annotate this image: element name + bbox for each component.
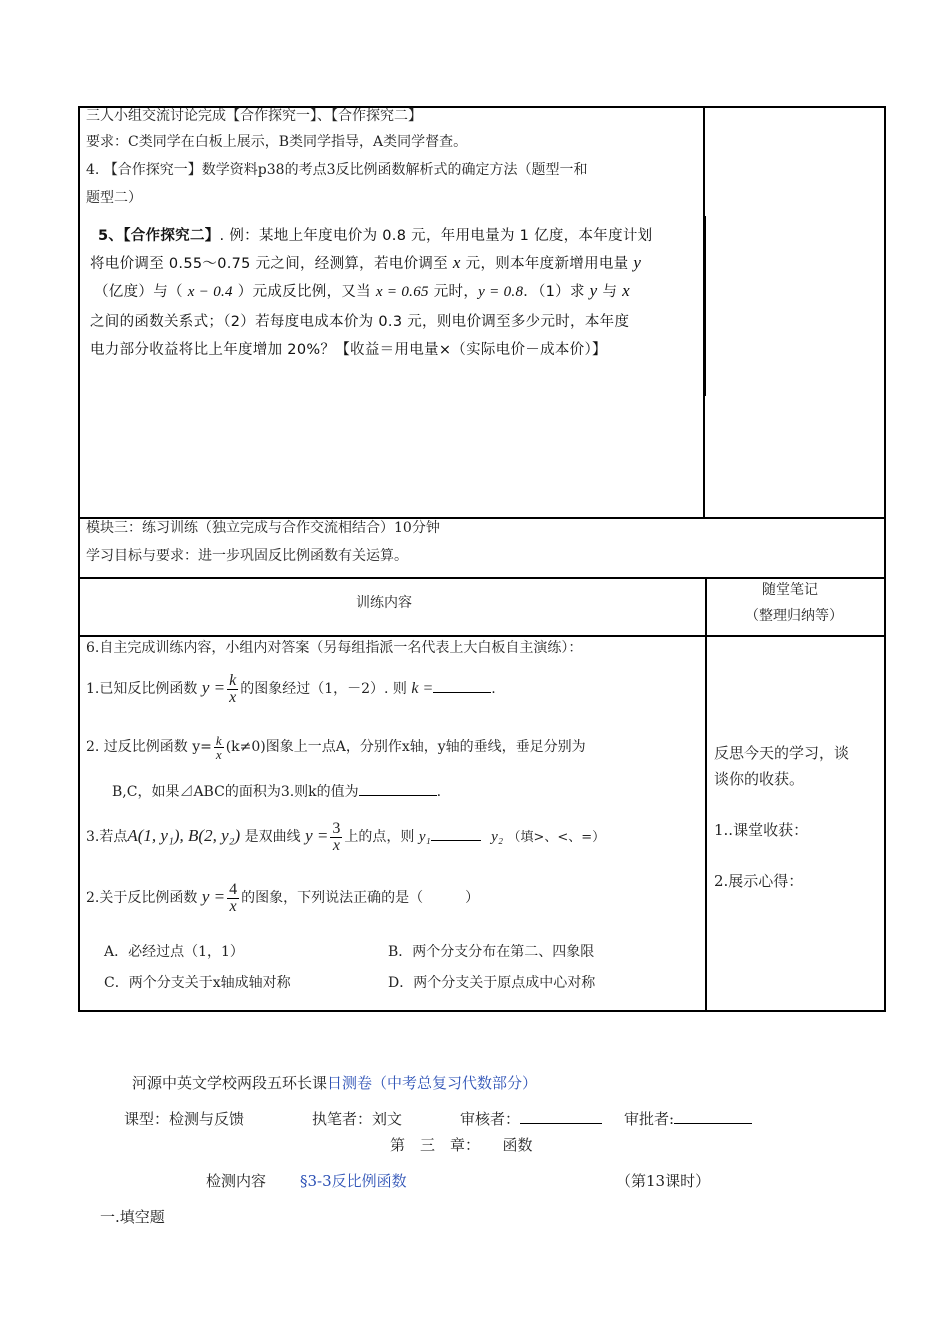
reflection-item-1: 1..课堂收获： — [714, 821, 809, 839]
approver-blank[interactable] — [674, 1123, 752, 1124]
q3-y2: y₂ — [491, 829, 504, 845]
problem-line-3e: 元时， — [428, 284, 479, 300]
author: 执笔者：刘文 — [312, 1110, 403, 1128]
group-discussion-line: 三人小组交流讨论完成【合作探究一】、【合作探究二】 — [86, 108, 422, 124]
question-3 — [86, 812, 605, 862]
q1-denominator: x — [229, 688, 237, 706]
q2-line2-text: B,C，如果⊿ABC的面积为3.则k的值为 — [112, 784, 359, 800]
problem-line-2c: 元，则本年度新增用电量 — [460, 256, 634, 272]
explore-one-line: 4. 【合作探究一】数学资料p38的考点3反比例函数解析式的确定方法（题型一和 — [86, 162, 588, 178]
q1-post: 的图象经过（1，－2）. 则 — [240, 681, 407, 697]
chapter-title: 第 三 章： 函数 — [390, 1136, 533, 1154]
option-c[interactable]: C．两个分支关于x轴成轴对称 — [104, 975, 291, 991]
scanned-problem — [90, 216, 706, 396]
notes-subheader: （整理归纳等） — [745, 608, 843, 624]
option-b[interactable]: B．两个分支分布在第二、四象限 — [388, 944, 595, 960]
q4-denominator: x — [229, 897, 237, 915]
approver — [624, 1110, 752, 1128]
q1-answer-blank[interactable] — [433, 692, 491, 693]
module-three-title: 模块三：练习训练（独立完成与合作交流相结合）10分钟 — [86, 520, 440, 536]
explore-two-label: 5、【合作探究二】 — [98, 228, 220, 244]
requirement-line: 要求：C类同学在白板上展示，B类同学指导，A类同学督查。 — [86, 134, 468, 150]
q3-mid: 是双曲线 — [244, 829, 301, 845]
q1-k: k = — [411, 680, 434, 697]
section-fill-blank: 一.填空题 — [100, 1208, 165, 1226]
q1-lhs: y = — [201, 678, 226, 697]
expr-x-minus: x − 0.4 — [187, 284, 233, 300]
problem-line-2a: 将电价调至 0.55～0.75 元之间，经测算，若电价调至 — [90, 256, 453, 272]
reviewer — [460, 1110, 602, 1128]
q4-post: 的图象，下列说法正确的是（ ） — [241, 890, 480, 906]
q4-numerator: 4 — [229, 880, 238, 898]
problem-line-3i: 与 — [597, 284, 623, 300]
explore-one-line-cont: 题型二） — [86, 190, 142, 206]
q1-end: . — [491, 681, 496, 697]
problem-line-3c: ）元成反比例，又当 — [232, 284, 376, 300]
q2-numerator: k — [215, 732, 222, 748]
q4-lhs: y = — [201, 887, 226, 906]
q4-fraction — [227, 882, 239, 915]
content-label: 检测内容 — [206, 1172, 267, 1190]
option-a[interactable]: A．必经过点（1，1） — [104, 944, 244, 960]
notes-header: 随堂笔记 — [762, 582, 818, 598]
school-title — [132, 1074, 537, 1092]
problem-line-3a: （亿度）与（ — [94, 284, 188, 300]
learning-goal: 学习目标与要求：进一步巩固反比例函数有关运算。 — [86, 548, 408, 564]
q3-denominator: x — [332, 836, 340, 854]
q2-fraction — [214, 734, 224, 761]
reviewer-label: 审核者： — [460, 1110, 521, 1128]
q3-post: 上的点，则 — [344, 829, 415, 845]
q2-end: . — [436, 784, 442, 800]
training-content-header: 训练内容 — [356, 595, 412, 611]
content-title: §3-3反比例函数 — [300, 1172, 407, 1190]
school-name: 河源中英文学校两段五环长课 — [132, 1074, 328, 1092]
q2-denominator: x — [215, 746, 222, 762]
q4-prefix: 2.关于反比例函数 — [86, 890, 198, 906]
q3-prefix: 3.若点 — [86, 829, 128, 845]
problem-line-1: . 例：某地上年度电价为 0.8 元，年用电量为 1 亿度，本年度计划 — [219, 228, 653, 244]
reflection-line-1: 反思今天的学习，谈 — [714, 744, 850, 762]
q1-prefix: 1.已知反比例函数 — [86, 681, 198, 697]
test-title: 日测卷（中考总复习代数部分） — [327, 1074, 538, 1092]
approver-label: 审批者: — [624, 1110, 675, 1128]
lesson-number: （第13课时） — [616, 1172, 711, 1190]
reflection-item-2: 2.展示心得： — [714, 872, 804, 890]
question-2-line-2 — [112, 784, 441, 801]
question-1 — [86, 666, 496, 711]
q1-numerator: k — [229, 671, 237, 689]
q2-post: (k≠0)图象上一点A，分别作x轴，y轴的垂线，垂足分别为 — [225, 739, 586, 755]
option-d[interactable]: D．两个分支关于原点成中心对称 — [388, 975, 596, 991]
q2-prefix: 2. 过反比例函数 y= — [86, 739, 212, 755]
question-2 — [86, 725, 586, 769]
reflection-line-2: 谈你的收获。 — [714, 770, 805, 788]
q3-hint: （填>、<、=） — [507, 830, 606, 845]
q3-numerator: 3 — [332, 819, 341, 837]
q2-answer-blank[interactable] — [359, 795, 437, 796]
reviewer-blank[interactable] — [520, 1123, 602, 1124]
q3-y1: y₁ — [418, 829, 431, 845]
question-4 — [86, 873, 479, 922]
q3-lhs: y = — [305, 826, 329, 845]
var-y-2: y — [589, 281, 598, 300]
q3-points: A(1, y₁), B(2, y₂) — [127, 826, 241, 845]
var-x-2: x — [622, 281, 631, 300]
lesson-type: 课型：检测与反馈 — [124, 1110, 245, 1128]
expr-x-value: x = 0.65 — [375, 284, 429, 300]
var-x: x — [452, 253, 461, 272]
q3-answer-blank[interactable] — [431, 840, 481, 841]
exercise-intro: 6.自主完成训练内容，小组内对答案（另每组指派一名代表上大白板自主演练）： — [86, 640, 583, 656]
problem-line-3g: ．（1）求 — [523, 284, 590, 300]
q1-fraction — [227, 673, 238, 706]
problem-line-5: 电力部分收益将比上年度增加 20%？【收益＝用电量×（实际电价－成本价）】 — [90, 342, 607, 358]
expr-y-value: y = 0.8 — [478, 284, 524, 300]
problem-line-4: 之间的函数关系式；（2）若每度电成本价为 0.3 元，则电价调至多少元时，本年度 — [90, 314, 630, 330]
q3-fraction — [330, 821, 342, 854]
var-y: y — [633, 253, 642, 272]
